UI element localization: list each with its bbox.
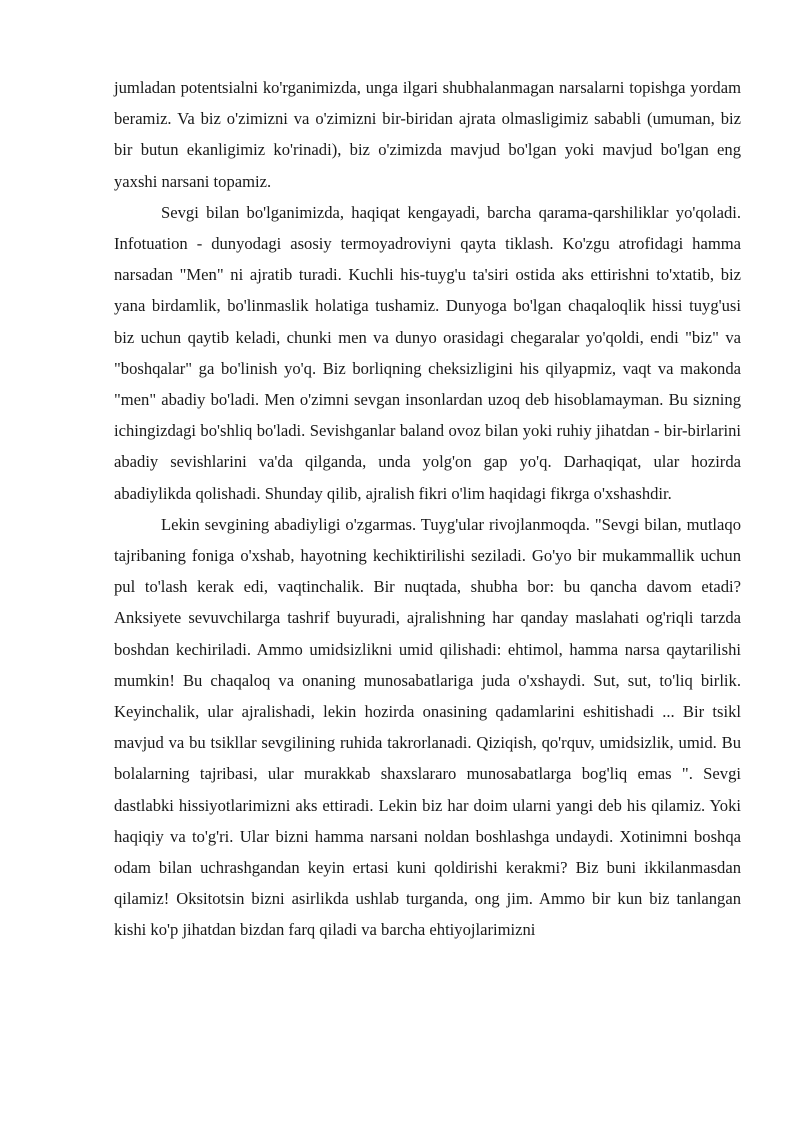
paragraph-eternity-of-love: Lekin sevgining abadiyligi o'zgarmas. Tuyg'ular rivojlanmoqda. "Sevgi bilan, mutlaqo tajribaning foniga o'xshab, hayotning kechiktirilishi seziladi. Go'yo bir mukammallik uchun pul to'lash kerak edi, vaqtinchalik. Bir nuqtada, shubha bor: bu qancha davom etadi? Anksiyete sevuvchilarga tashrif buyuradi, ajralishning har qanday maslahati og'riqli tarzda boshdan kechiriladi. Ammo umidsizlikni umid qilishadi: ehtimol, hamma narsa qaytarilishi mumkin! Bu chaqaloq va onaning munosabatlariga juda o'xshaydi. Sut, sut, to'liq birlik. Keyinchalik, ular ajralishadi, lekin hozirda onasining qadamlarini eshitishadi ... Bir tsikl mavjud va bu tsikllar sevgilining ruhida takrorlanadi. Qiziqish, qo'rquv, umidsizlik, umid. Bu bolalarning tajribasi, ular murakkab shaxslararo munosabatlarga bog'liq emas ". Sevgi dastlabki hissiyotlarimizni aks ettiradi. Lekin biz har doim ularni yangi deb his qilamiz. Yoki haqiqiy va to'g'ri. Ular bizni hamma narsani noldan boshlashga undaydi. Xotinimni boshqa odam bilan uchrashgandan keyin ertasi kuni qoldirishi kerakmi? Biz buni ikkilanmasdan qilamiz! Oksitotsin bizni asirlikda ushlab turganda, ong jim. Ammo bir kun biz tanlangan kishi ko'p jihatdan bizdan farq qiladi va barcha ehtiyojlarimizni (114, 514, 741, 940)
paragraph-continued: jumladan potentsialni ko'rganimizda, unga ilgari shubhalanmagan narsalarni topishga yordam beramiz. Va biz o'zimizni va o'zimizni bir-biridan ajrata olmasligimiz sababli (umuman, biz bir butun ekanligimiz ko'rinadi), biz o'zimizda mavjud bo'lgan yoki mavjud bo'lgan eng yaxshi narsani topamiz. (114, 78, 741, 191)
paragraph-love-reality: Sevgi bilan bo'lganimizda, haqiqat kengayadi, barcha qarama-qarshiliklar yo'qoladi. Infotuation - dunyodagi asosiy termoyadroviyni qayta tiklash. Ko'zgu atrofidagi hamma narsadan "Men" ni ajratib turadi. Kuchli his-tuyg'u ta'siri ostida aks ettirishni to'xtatib, biz yana birdamlik, bo'linmaslik holatiga tushamiz. Dunyoga bo'lgan chaqaloqlik hissi tuyg'usi biz uchun qaytib keladi, chunki men va dunyo orasidagi chegaralar yo'qoldi, endi "biz" va "boshqalar" ga bo'linish yo'q. Biz borliqning cheksizligini his qilyapmiz, vaqt va makonda "men" abadiy bo'ladi. Men o'zimni sevgan insonlardan uzoq deb hisoblamayman. Bu sizning ichingizdagi bo'shliq bo'ladi. Sevishganlar baland ovoz bilan yoki ruhiy jihatdan - bir-birlarini abadiy sevishlarini va'da qilganda, unda yolg'on gap yo'q. Darhaqiqat, ular hozirda abadiylikda qolishadi. Shunday qilib, ajralish fikri o'lim haqidagi fikrga o'xshashdir. (114, 202, 741, 503)
body-text (114, 72, 741, 946)
